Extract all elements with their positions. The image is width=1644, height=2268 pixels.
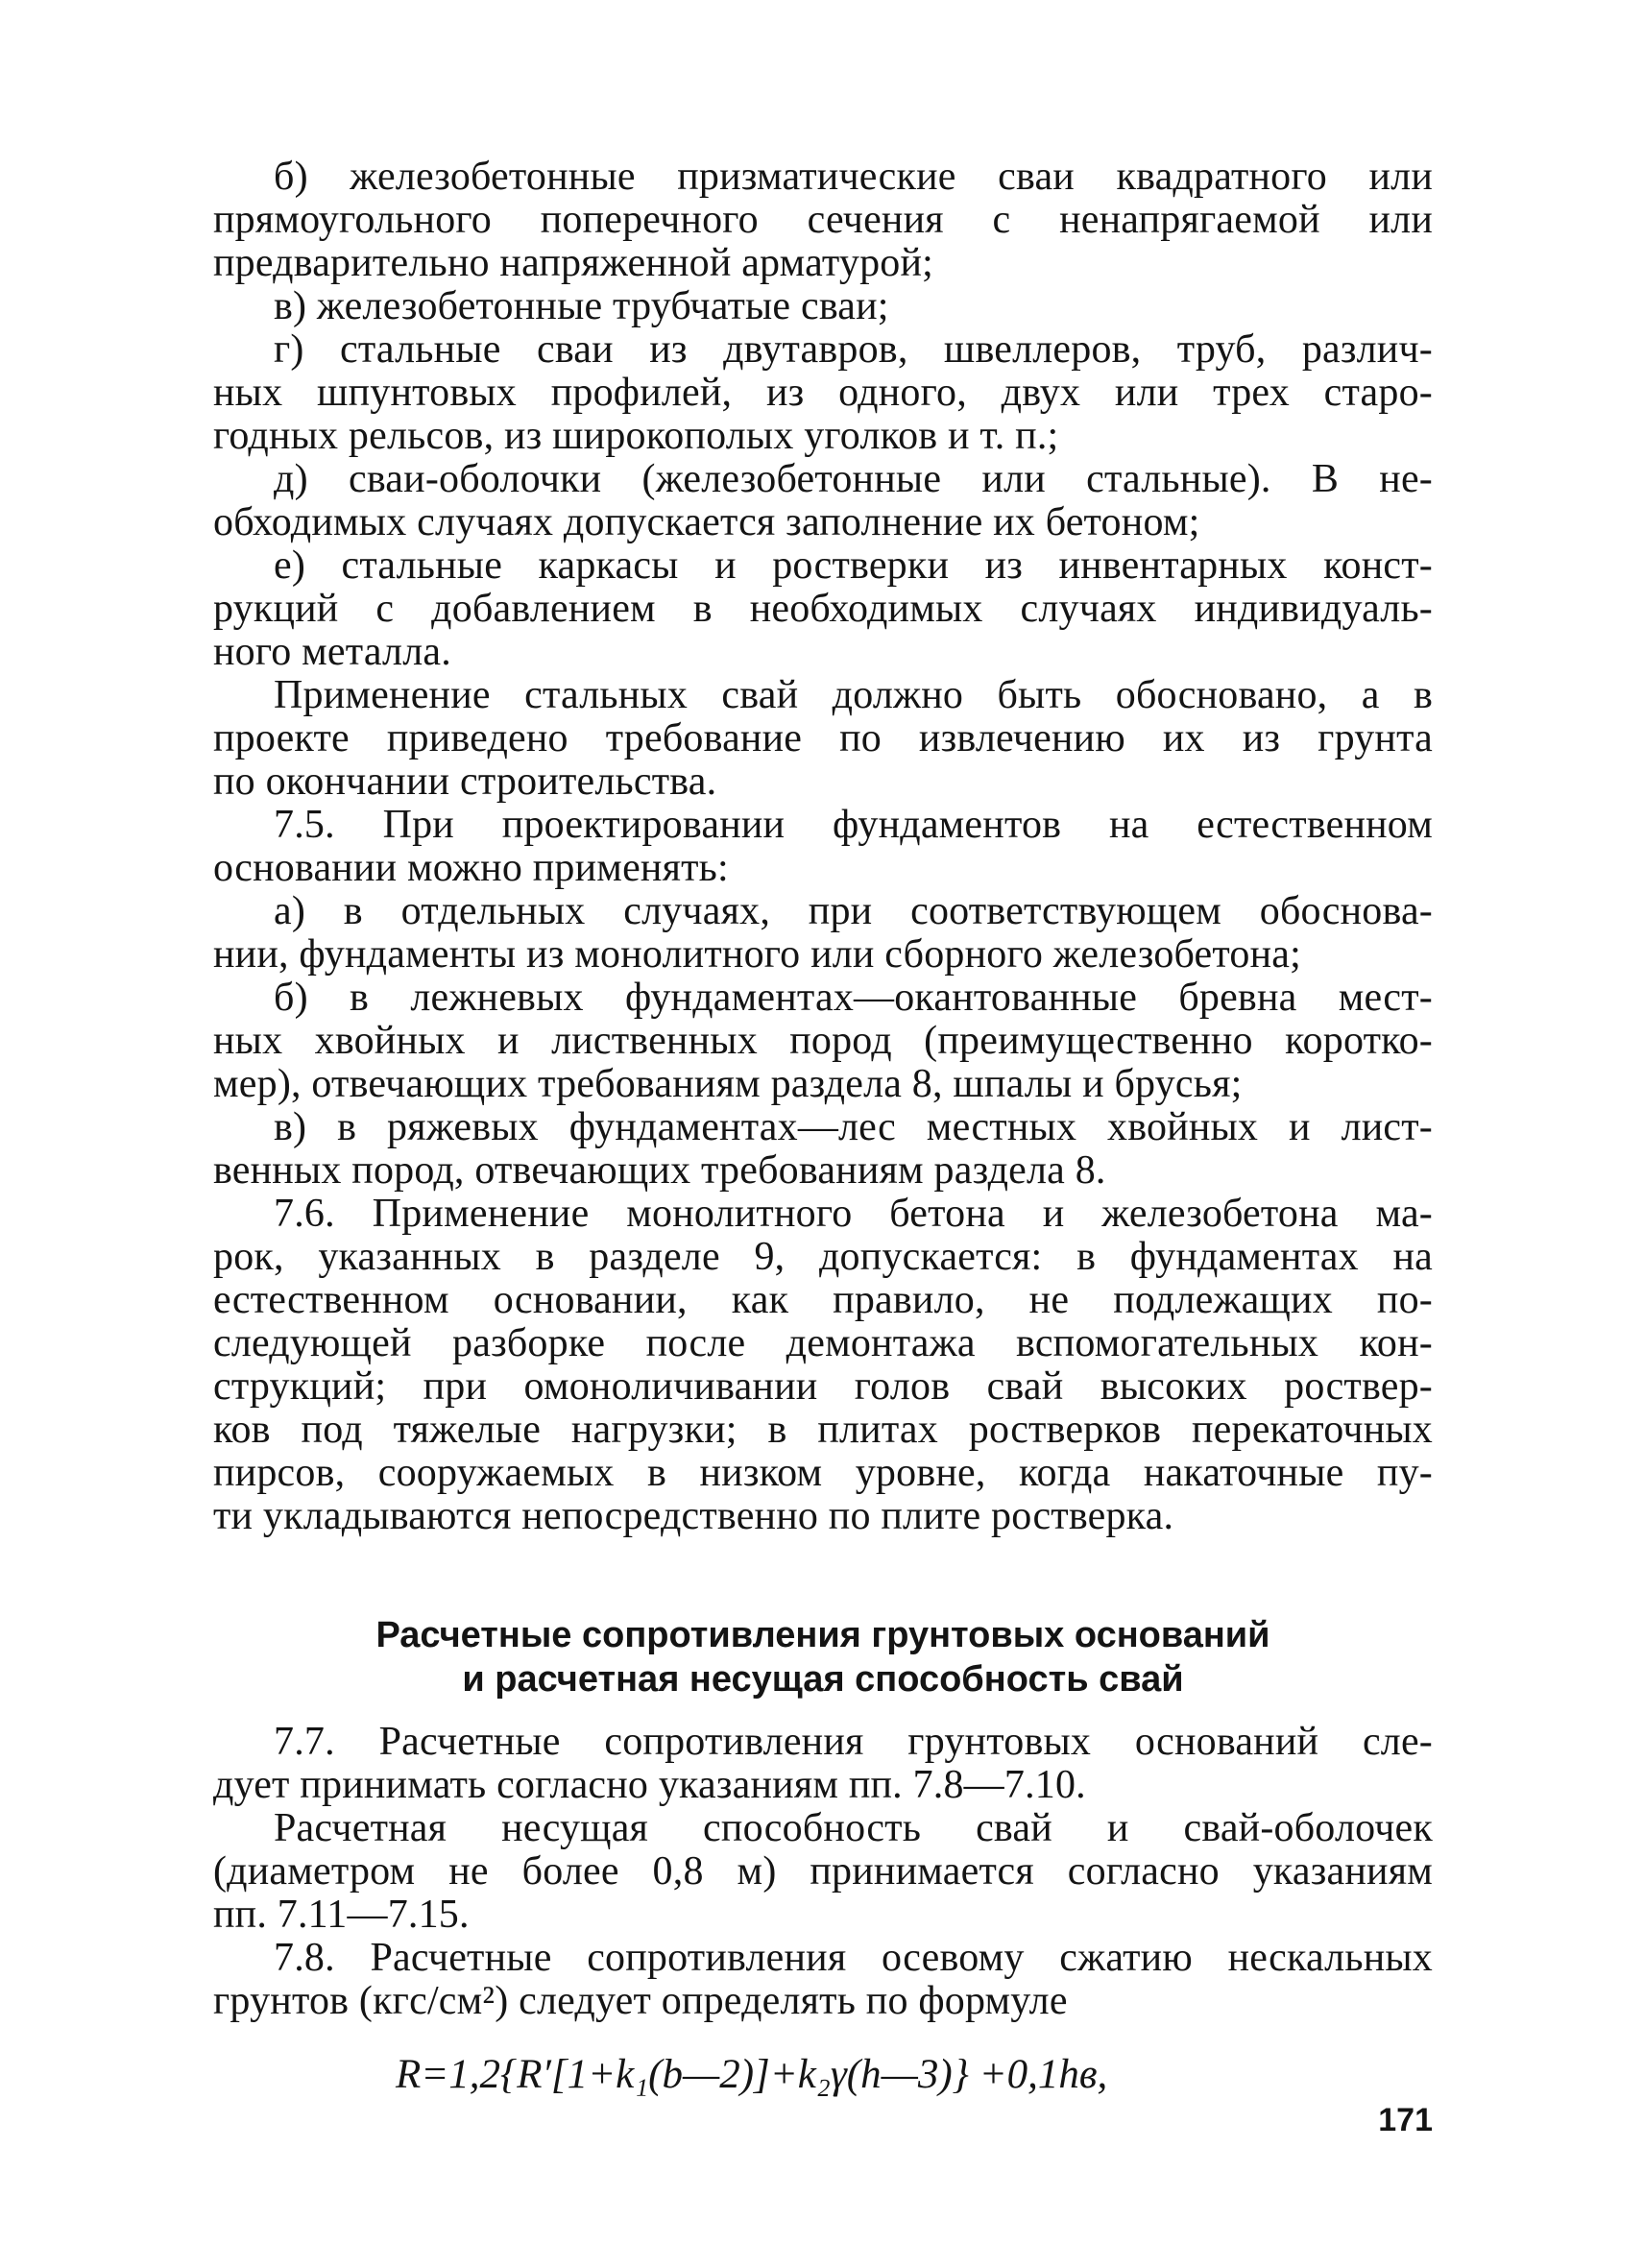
text-line: ных шпунтовых профилей, из одного, двух или трех старо- [213,371,1433,415]
text-line: годных рельсов, из широкополых уголков и т. п.; [213,414,1059,458]
text-line: а) в отдельных случаях, при соответствующем обоснова- [274,889,1433,933]
text-line: 7.5. При проектировании фундаментов на естественном [274,803,1433,847]
text-line: пп. 7.11—7.15. [213,1893,470,1937]
text-line: б) в лежневых фундаментах—окантованные бревна мест- [274,976,1433,1020]
section-body-text [213,1721,1433,2023]
text-line: проекте приведено требование по извлечению их из грунта [213,716,1433,760]
section-heading [213,1613,1433,1701]
text-line: нии, фундаменты из монолитного или сборного железобетона; [213,932,1301,977]
text-line: по окончании строительства. [213,760,717,804]
text-line: Расчетная несущая способность свай и свай-оболочек [274,1806,1433,1850]
text-line: струкций; при омоноличивании голов свай высоких роствер- [213,1364,1433,1409]
text-line: дует принимать согласно указаниям пп. 7.8—7.10. [213,1763,1086,1807]
text-line: рукций с добавлением в необходимых случаях индивидуаль- [213,587,1433,631]
text-line: ных хвойных и лиственных пород (преимущественно коротко- [213,1019,1433,1063]
page-number: 171 [1378,2102,1433,2138]
body-text [213,156,1433,1538]
text-line: предварительно напряженной арматурой; [213,241,934,285]
section-heading-line-1: Расчетные сопротивления грунтовых оснований [375,1615,1270,1655]
text-line: обходимых случаях допускается заполнение их бетоном; [213,500,1200,544]
text-line: ков под тяжелые нагрузки; в плитах ростверков перекаточных [213,1408,1433,1452]
text-line: в) в ряжевых фундаментах—лес местных хвойных и лист- [274,1105,1433,1149]
text-line: венных пород, отвечающих требованиям раздела 8. [213,1148,1106,1193]
text-line: следующей разборке после демонтажа вспомогательных кон- [213,1321,1433,1365]
text-line: основании можно применять: [213,846,729,890]
text-column [213,156,1433,2098]
text-line: д) сваи-оболочки (железобетонные или стальные). В не- [274,457,1433,501]
text-line: б) железобетонные призматические сваи квадратного или [274,155,1433,199]
text-line: 7.7. Расчетные сопротивления грунтовых оснований сле- [274,1720,1433,1764]
text-line: (диаметром не более 0,8 м) принимается согласно указаниям [213,1849,1433,1894]
text-line: ти укладываются непосредственно по плите ростверка. [213,1494,1174,1538]
text-line: в) железобетонные трубчатые сваи; [274,284,889,328]
text-line: г) стальные сваи из двутавров, швеллеров, труб, различ- [274,327,1433,372]
text-line: грунтов (кгс/см²) следует определять по формуле [213,1979,1068,2023]
text-line: прямоугольного поперечного сечения с ненапрягаемой или [213,198,1433,242]
text-line: естественном основании, как правило, не подлежащих по- [213,1278,1433,1322]
text-line: мер), отвечающих требованиям раздела 8, шпалы и брусья; [213,1062,1243,1106]
text-line: 7.6. Применение монолитного бетона и железобетона ма- [274,1192,1433,1236]
text-line: е) стальные каркасы и ростверки из инвентарных конст- [274,543,1433,588]
formula: R=1,2{R′[1+k₁(b—2)]+k₂γ(h—3)} +0,1hв, [396,2052,1108,2097]
text-line: пирсов, сооружаемых в низком уровне, когда накаточные пу- [213,1451,1433,1495]
text-line: Применение стальных свай должно быть обосновано, а в [274,673,1433,717]
text-line: 7.8. Расчетные сопротивления осевому сжатию нескальных [274,1936,1433,1980]
text-line: рок, указанных в разделе 9, допускается: в фундаментах на [213,1235,1433,1279]
section-heading-line-2: и расчетная несущая способность свай [462,1659,1184,1700]
text-line: ного металла. [213,630,451,674]
